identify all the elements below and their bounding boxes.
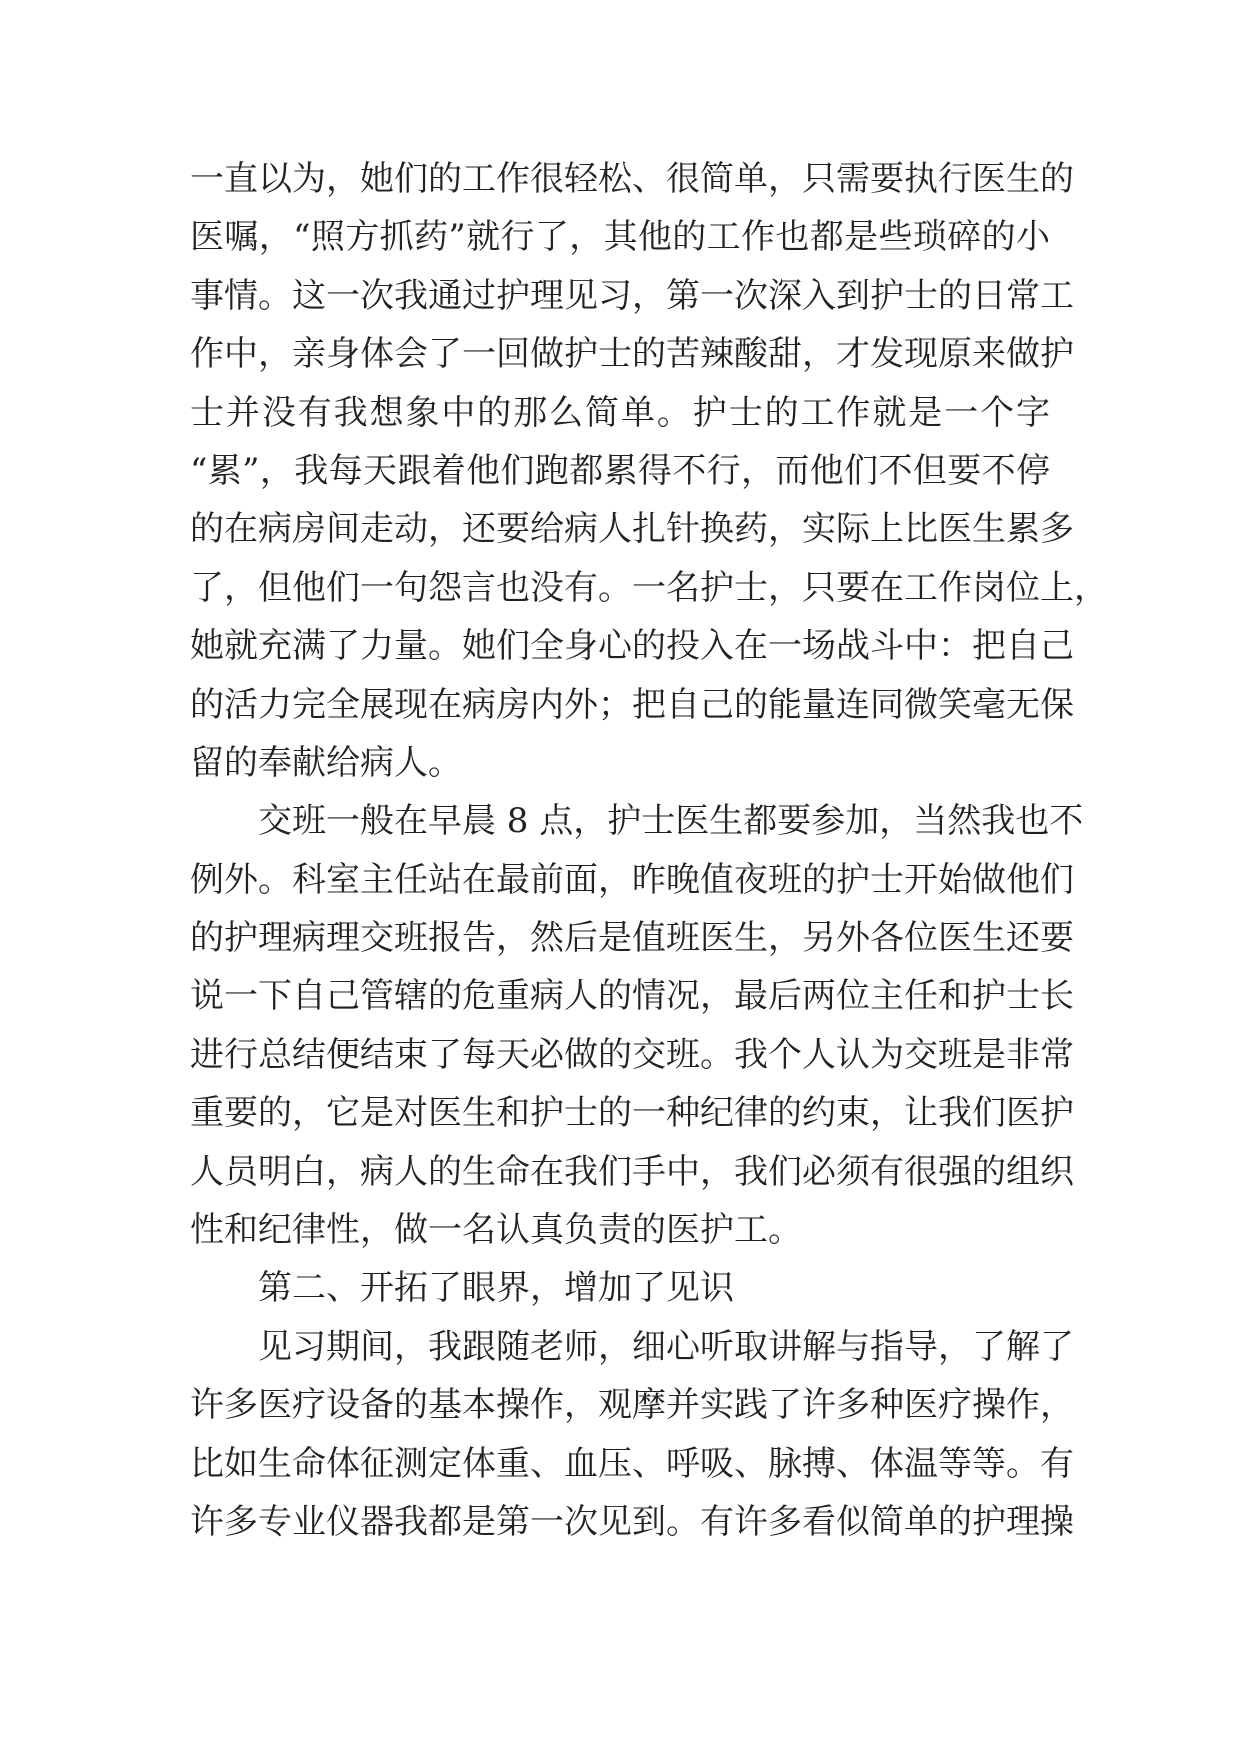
text-line: 的活力完全展现在病房内外；把自己的能量连同微笑毫无保 xyxy=(190,684,1074,725)
text-line: 重要的，它是对医生和护士的一种纪律的约束，让我们医护 xyxy=(190,1093,1074,1134)
text-line: 她就充满了力量。她们全身心的投入在一场战斗中：把自己 xyxy=(190,626,1074,667)
text-line: 人员明白，病人的生命在我们手中，我们必须有很强的组织 xyxy=(190,1151,1074,1192)
text-line: “累”，我每天跟着他们跑都累得不行，而他们不但要不停 xyxy=(190,450,1050,491)
text-line: 士并没有我想象中的那么简单。护士的工作就是一个字 xyxy=(190,392,1050,433)
paragraph-first-line: 见习期间，我跟随老师，细心听取讲解与指导，了解了 xyxy=(258,1326,1074,1367)
text-line: 比如生命体征测定体重、血压、呼吸、脉搏、体温等等。有 xyxy=(190,1443,1074,1484)
text-line: 医嘱，“照方抓药”就行了，其他的工作也都是些琐碎的小 xyxy=(190,217,1050,258)
text-line: 性和纪律性，做一名认真负责的医护工。 xyxy=(190,1210,802,1251)
text-line: 例外。科室主任站在最前面，昨晚值夜班的护士开始做他们 xyxy=(190,859,1074,900)
body-text xyxy=(190,150,1108,1551)
paragraph-first-line: 交班一般在早晨 8 点，护士医生都要参加，当然我也不 xyxy=(258,801,1084,842)
text-line: 了，但他们一句怨言也没有。一名护士，只要在工作岗位上， xyxy=(190,567,1108,608)
text-line: 一直以为，她们的工作很轻松、很简单，只需要执行医生的 xyxy=(190,159,1074,199)
text-line: 许多医疗设备的基本操作，观摩并实践了许多种医疗操作， xyxy=(190,1385,1074,1426)
text-line: 留的奉献给病人。 xyxy=(190,742,462,783)
text-line: 的在病房间走动，还要给病人扎针换药，实际上比医生累多 xyxy=(190,509,1074,550)
section-heading: 第二、开拓了眼界，增加了见识 xyxy=(258,1268,734,1309)
text-line: 许多专业仪器我都是第一次见到。有许多看似简单的护理操 xyxy=(190,1501,1074,1542)
text-line: 说一下自己管辖的危重病人的情况，最后两位主任和护士长 xyxy=(190,976,1074,1017)
text-line: 进行总结便结束了每天必做的交班。我个人认为交班是非常 xyxy=(190,1034,1074,1075)
text-line: 事情。这一次我通过护理见习，第一次深入到护士的日常工 xyxy=(190,275,1074,316)
text-line: 的护理病理交班报告，然后是值班医生，另外各位医生还要 xyxy=(190,918,1074,959)
text-line: 作中，亲身体会了一回做护士的苦辣酸甜，才发现原来做护 xyxy=(190,334,1074,375)
